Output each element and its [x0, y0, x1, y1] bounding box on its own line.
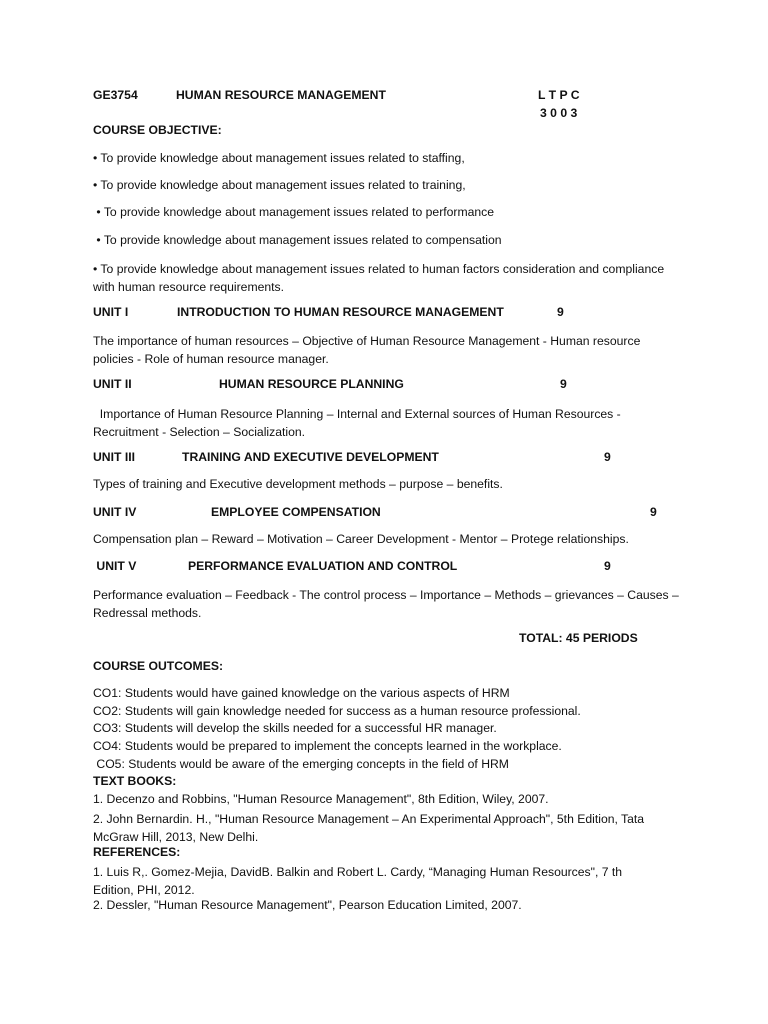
- course-code: GE3754: [93, 88, 138, 102]
- text-book-item: 1. Decenzo and Robbins, "Human Resource Management", 8th Edition, Wiley, 2007.: [93, 792, 549, 806]
- unit-label: UNIT I: [93, 305, 129, 319]
- objective-item: • To provide knowledge about management issues related to training,: [93, 178, 466, 192]
- unit-title: HUMAN RESOURCE PLANNING: [219, 377, 404, 391]
- objective-item: • To provide knowledge about management issues related to compensation: [93, 233, 502, 247]
- outcome-item: CO5: Students would be aware of the emerging concepts in the field of HRM: [93, 757, 509, 771]
- unit-title: EMPLOYEE COMPENSATION: [211, 505, 381, 519]
- unit-content: Importance of Human Resource Planning – Internal and External sources of Human Resources - Recruitment - Selection – Socialization.: [93, 407, 625, 439]
- outcome-item: CO1: Students would have gained knowledge on the various aspects of HRM: [93, 686, 510, 700]
- text-books-heading: TEXT BOOKS:: [93, 774, 177, 788]
- ltpc-values: 3 0 0 3: [540, 106, 578, 120]
- reference-item: 2. Dessler, "Human Resource Management", Pearson Education Limited, 2007.: [93, 898, 522, 912]
- unit-hours: 9: [604, 450, 611, 464]
- unit-content: Types of training and Executive development methods – purpose – benefits.: [93, 477, 503, 491]
- text-book-item: 2. John Bernardin. H., "Human Resource Management – An Experimental Approach", 5th Edition, Tata McGraw Hill, 2013, New Delhi.: [93, 812, 645, 844]
- unit-title: INTRODUCTION TO HUMAN RESOURCE MANAGEMENT: [177, 305, 504, 319]
- unit-label: UNIT IV: [93, 505, 137, 519]
- unit-hours: 9: [650, 505, 657, 519]
- outcome-item: CO2: Students will gain knowledge needed for success as a human resource professional.: [93, 704, 581, 718]
- course-outcomes-heading: COURSE OUTCOMES:: [93, 659, 224, 673]
- course-objective-heading: COURSE OBJECTIVE:: [93, 123, 222, 137]
- unit-content: Compensation plan – Reward – Motivation – Career Development - Mentor – Protege relationships.: [93, 532, 629, 546]
- unit-label: UNIT V: [93, 559, 137, 573]
- unit-hours: 9: [604, 559, 611, 573]
- outcome-item: CO4: Students would be prepared to implement the concepts learned in the workplace.: [93, 739, 562, 753]
- references-heading: REFERENCES:: [93, 845, 181, 859]
- unit-label: UNIT III: [93, 450, 135, 464]
- reference-item: 1. Luis R,. Gomez-Mejia, DavidB. Balkin and Robert L. Cardy, “Managing Human Resources", 7 th Edition, PHI, 2012.: [93, 865, 623, 897]
- unit-label: UNIT II: [93, 377, 132, 391]
- unit-content: The importance of human resources – Objective of Human Resource Management - Human resource policies - Role of human resource manager.: [93, 334, 641, 366]
- total-periods: TOTAL: 45 PERIODS: [519, 631, 638, 645]
- outcome-item: CO3: Students will develop the skills needed for a successful HR manager.: [93, 721, 497, 735]
- unit-title: PERFORMANCE EVALUATION AND CONTROL: [188, 559, 458, 573]
- ltpc-label: L T P C: [538, 88, 580, 102]
- unit-content: Performance evaluation – Feedback - The control process – Importance – Methods – grievances – Causes – Redressal methods.: [93, 588, 679, 620]
- unit-hours: 9: [560, 377, 567, 391]
- objective-item: • To provide knowledge about management issues related to human factors consideration and compliance with human resource requirements.: [93, 262, 665, 294]
- objective-item: • To provide knowledge about management issues related to staffing,: [93, 151, 465, 165]
- unit-hours: 9: [557, 305, 564, 319]
- course-title: HUMAN RESOURCE MANAGEMENT: [176, 88, 386, 102]
- unit-title: TRAINING AND EXECUTIVE DEVELOPMENT: [182, 450, 439, 464]
- objective-item: • To provide knowledge about management issues related to performance: [93, 205, 495, 219]
